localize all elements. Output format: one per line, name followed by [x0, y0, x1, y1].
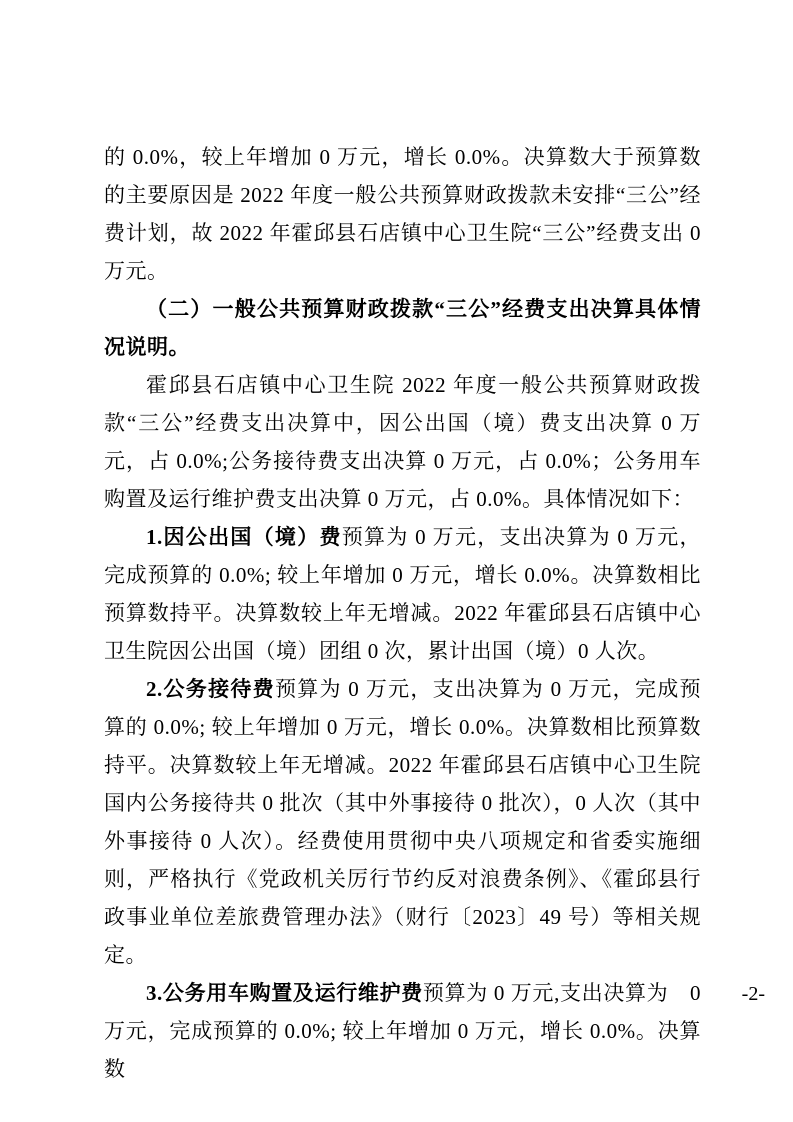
section-heading — [104, 290, 701, 366]
item-1-label: 1.因公出国（境）费 — [146, 525, 342, 549]
paragraph-continuation — [104, 138, 701, 290]
paragraph-text: 的 0.0%，较上年增加 0 万元，增长 0.0%。决算数大于预算数的主要原因是 2022 年度一般公共预算财政拨款未安排“三公”经费计划，故 2022 年霍邱县石店镇中心卫生院“三公”经费支出 0 万元。 — [104, 145, 702, 283]
paragraph-item-2 — [104, 670, 701, 974]
paragraph-text: 预算为 0 万元，支出决算为 0 万元，完成预算的 0.0%; 较上年增加 0 万元，增长 0.0%。决算数相比预算数持平。决算数较上年无增减。2022 年霍邱县石店镇中心卫生院因公出国（境）团组 0 次，累计出国（境）0 人次。 — [104, 525, 702, 663]
section-heading-text: （二）一般公共预算财政拨款“三公”经费支出决算具体情况说明。 — [104, 297, 701, 359]
paragraph-item-1 — [104, 518, 701, 670]
item-3-label: 3.公务用车购置及运行维护费 — [146, 981, 423, 1005]
item-2-label: 2.公务接待费 — [146, 677, 275, 701]
paragraph-overview — [104, 366, 701, 518]
paragraph-text: 霍邱县石店镇中心卫生院 2022 年度一般公共预算财政拨款“三公”经费支出决算中，因公出国（境）费支出决算 0 万元，占 0.0%;公务接待费支出决算 0 万元，占 0.0%；公务用车购置及运行维护费支出决算 0 万元，占 0.0%。具体情况如下： — [104, 373, 701, 511]
paragraph-item-3 — [104, 974, 701, 1088]
paragraph-text: 预算为 0 万元，支出决算为 0 万元，完成预算的 0.0%; 较上年增加 0 万元，增长 0.0%。决算数相比预算数持平。决算数较上年无增减。2022 年霍邱县石店镇中心卫生院国内公务接待共 0 批次（其中外事接待 0 批次），0 人次（其中外事接待 0 人次）。经费使用贯彻中央八项规定和省委实施细则，严格执行《党政机关厉行节约反对浪费条例》、《霍邱县行政事业单位差旅费管理办法》（财行〔2023〕49 号）等相关规定。 — [104, 677, 702, 967]
paragraph-text: 预算为 0 万元,支出决算为 0 万元，完成预算的 0.0%; 较上年增加 0 万元，增长 0.0%。决算数 — [104, 981, 702, 1081]
document-content — [104, 138, 701, 1088]
page-number: -2- — [741, 983, 765, 1005]
